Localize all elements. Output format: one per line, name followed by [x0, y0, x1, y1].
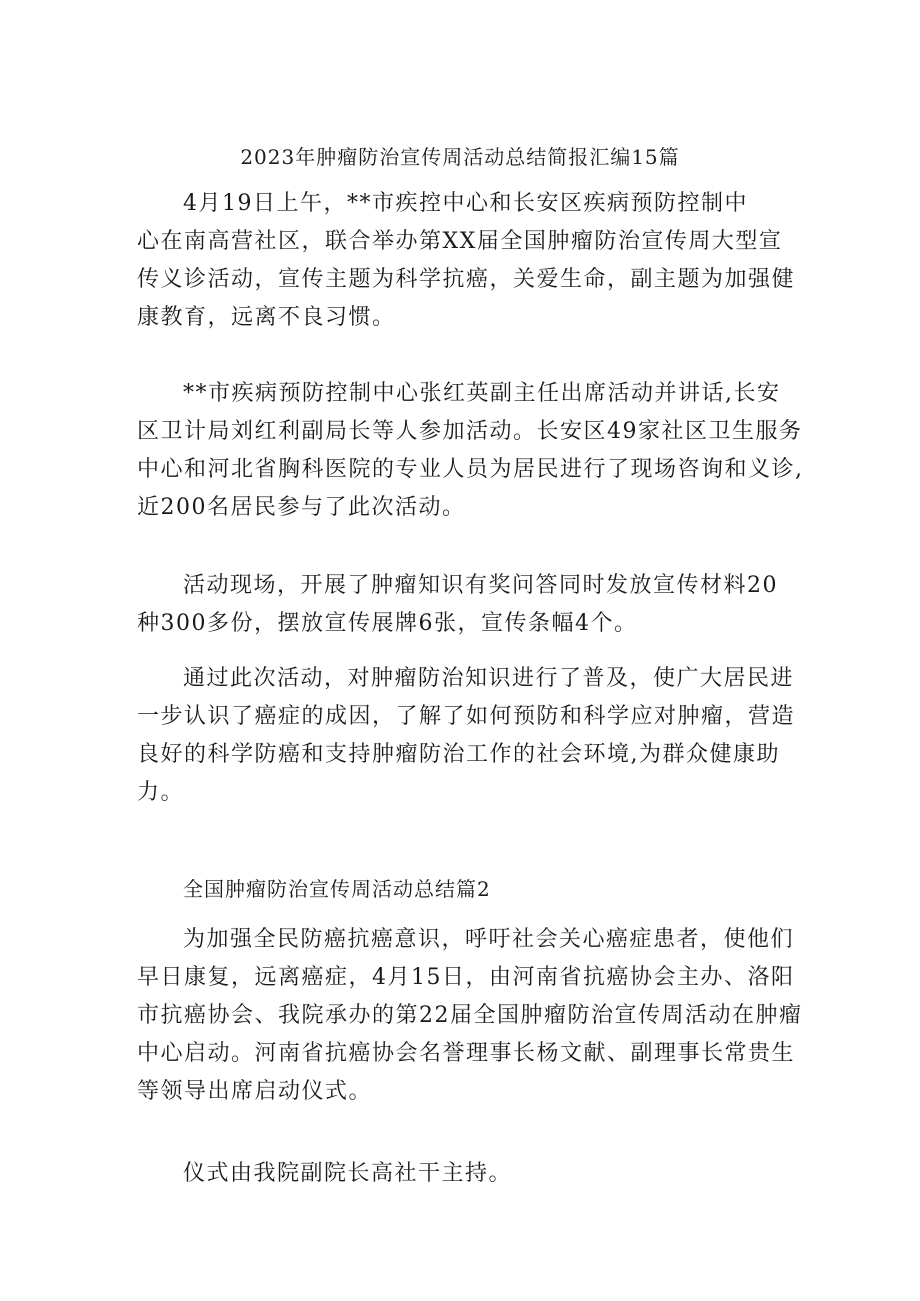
text-line: 种300多份，摆放宣传展牌6张，宣传条幅4个。 — [137, 611, 638, 636]
text-line: 力。 — [137, 780, 185, 805]
text-line: 区卫计局刘红利副局长等人参加活动。长安区49家社区卫生服务 — [137, 419, 803, 444]
text-line: 通过此次活动，对肿瘤防治知识进行了普及，使广大居民进 — [183, 666, 795, 691]
paragraph-1 — [137, 185, 797, 337]
text-line: 4月19日上午，**市疾控中心和长安区疾病预防控制中 — [183, 191, 748, 216]
text-line: 康教育，远离不良习惯。 — [137, 305, 396, 330]
text-line: 早日康复，远离癌症，4月15日，由河南省抗癌协会主办、洛阳 — [137, 965, 795, 990]
text-line: 中心启动。河南省抗癌协会名誉理事长杨文献、副理事长常贵生 — [137, 1041, 796, 1066]
text-line: **市疾病预防控制中心张红英副主任出席活动并讲话,长安 — [183, 381, 781, 406]
text-line: 近200名居民参与了此次活动。 — [137, 495, 466, 520]
text-line: 仪式由我院副院长高社干主持。 — [183, 1161, 513, 1186]
text-line: 中心和河北省胸科医院的专业人员为居民进行了现场咨询和义诊, — [137, 457, 804, 482]
text-line: 传义诊活动，宣传主题为科学抗癌，关爱生命，副主题为加强健 — [137, 267, 796, 292]
text-line: 活动现场，开展了肿瘤知识有奖问答同时发放宣传材料20 — [183, 573, 778, 598]
text-line: 市抗癌协会、我院承办的第22届全国肿瘤防治宣传周活动在肿瘤 — [137, 1003, 803, 1028]
paragraph-5 — [137, 921, 803, 1111]
paragraph-6 — [137, 1155, 797, 1193]
text-line: 等领导出席启动仪式。 — [137, 1079, 373, 1104]
text-line: 心在南高营社区，联合举办第XX届全国肿瘤防治宣传周大型宣 — [137, 229, 783, 254]
text-line: 良好的科学防癌和支持肿瘤防治工作的社会环境,为群众健康助 — [137, 742, 780, 767]
paragraph-2 — [137, 375, 804, 527]
document-title: 2023年肿瘤防治宣传周活动总结简报汇编15篇 — [240, 145, 680, 169]
section-heading: 全国肿瘤防治宣传周活动总结篇2 — [183, 877, 491, 901]
paragraph-4 — [137, 660, 797, 812]
text-line: 为加强全民防癌抗癌意识，呼吁社会关心癌症患者，使他们 — [183, 927, 795, 952]
text-line: 一步认识了癌症的成因，了解了如何预防和科学应对肿瘤，营造 — [137, 704, 796, 729]
paragraph-3 — [137, 567, 797, 643]
